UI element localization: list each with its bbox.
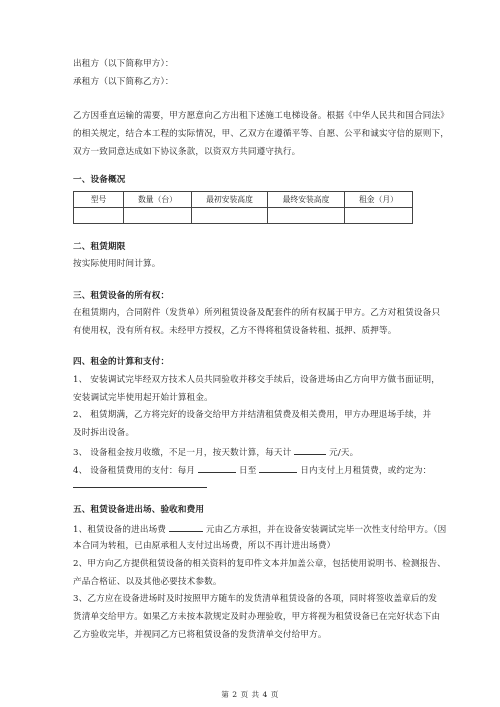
section2-heading: 二、租赁期限 xyxy=(73,242,126,252)
payment-terms-blank xyxy=(73,487,207,488)
section2-text: 按实际使用时间计算。 xyxy=(73,259,161,269)
section5-heading: 五、租赁设备进出场、验收和费用 xyxy=(73,505,205,515)
page-number-footer: 第 2 页 共 4 页 xyxy=(221,690,279,699)
item4-text-b: 日至 xyxy=(238,466,257,476)
item3-text-b: 元/天。 xyxy=(329,448,359,458)
section5-item3-line1: 3、乙方应在设备进场时及时按照甲方随车的发货清单租赁设备的各项，同时将签收盖章后的发 xyxy=(73,594,438,604)
preamble-line-1: 乙方因垂直运输的需要，甲方愿意向乙方出租下述施工电梯设备。根据《中华人民共和国合同法》 xyxy=(73,111,449,121)
section4-heading: 四、租金的计算和支付： xyxy=(73,357,170,367)
lessee-line: 承租方（以下简称乙方）： xyxy=(73,77,174,87)
item1-text-b: 元由乙方承担，并在设备安装调试完毕一次性支付给甲方。（因 xyxy=(205,525,447,535)
item3-text-a: 3、 设备租金按月收缴，不足一月，按天数计算，每天计 xyxy=(73,448,292,458)
section5-item2-line1: 2、甲方向乙方提供租赁设备的相关资料的复印件文本并加盖公章，包括使用说明书、检测报告、 xyxy=(73,559,446,569)
section4-item3 xyxy=(73,445,358,459)
entry-fee-blank xyxy=(169,522,203,532)
section3-line-1: 在租赁期内，合同附件（发货单）所列租赁设备及配套件的所有权属于甲方。乙方对租赁设备只 xyxy=(73,308,441,318)
section5-item1-line2: 本合同为转租，已由原承租人支付过出场费，所以不再计进出场费） xyxy=(73,541,336,551)
section5-item1-line1 xyxy=(73,522,446,536)
section4-item1-line1: 1、 安装调试完毕经双方技术人员共同验收并移交手续后，设备进场由乙方向甲方做书面证明， xyxy=(73,375,440,385)
day-from-blank xyxy=(198,463,236,473)
section5-item3-line3: 乙方验收完毕，并视同乙方已将租赁设备的发货清单交付给甲方。 xyxy=(73,630,327,640)
col-rent: 租金（月） xyxy=(345,192,413,208)
table-cell xyxy=(124,208,192,224)
preamble-line-3: 双方一致同意达成如下协议条款，以资双方共同遵守执行。 xyxy=(73,147,301,157)
section4-item2-line1: 2、 租赁期满，乙方将完好的设备交给甲方并结清租赁费及相关费用，甲方办理退场手续，并 xyxy=(73,410,432,420)
section4-item4 xyxy=(73,463,431,477)
section3-line-2: 有使用权，没有所有权。未经甲方授权，乙方不得将租赁设备转租、抵押、质押等。 xyxy=(73,326,397,336)
item4-text-a: 4、 设备租赁费用的支付：每月 xyxy=(73,466,196,476)
col-final-height: 最终安装高度 xyxy=(268,192,345,208)
section4-item1-line2: 安装调试完毕使用起开始计算租金。 xyxy=(73,393,213,403)
section5-item3-line2: 货清单交给甲方。如果乙方未按本款规定及时办理验收，甲方将视为租赁设备已在完好状态下由 xyxy=(73,612,441,622)
table-cell xyxy=(192,208,268,224)
table-header-row xyxy=(74,192,413,208)
equipment-table xyxy=(73,191,413,224)
preamble-line-2: 的相关规定，结合本工程的实际情况，甲、乙双方在遵循平等、自愿、公平和诚实守信的原则下， xyxy=(73,129,449,139)
lessor-line: 出租方（以下简称甲方）： xyxy=(73,59,174,69)
table-cell xyxy=(268,208,345,224)
day-to-blank xyxy=(259,463,297,473)
section3-heading: 三、租赁设备的所有权： xyxy=(73,291,170,301)
table-cell xyxy=(74,208,124,224)
item1-text-a: 1、租赁设备的进出场费 xyxy=(73,525,167,535)
section1-heading: 一、设备概况 xyxy=(73,175,126,185)
col-model: 型号 xyxy=(74,192,124,208)
table-row xyxy=(74,208,413,224)
col-quantity: 数量（台） xyxy=(124,192,192,208)
section5-item2-line2: 产品合格证、以及其他必要技术参数。 xyxy=(73,577,222,587)
daily-rate-blank xyxy=(294,445,326,455)
section4-item2-line2: 及时拆出设备。 xyxy=(73,428,135,438)
item4-text-c: 日内支付上月租赁费，或约定为： xyxy=(300,466,432,476)
col-initial-height: 最初安装高度 xyxy=(192,192,268,208)
table-cell xyxy=(345,208,413,224)
